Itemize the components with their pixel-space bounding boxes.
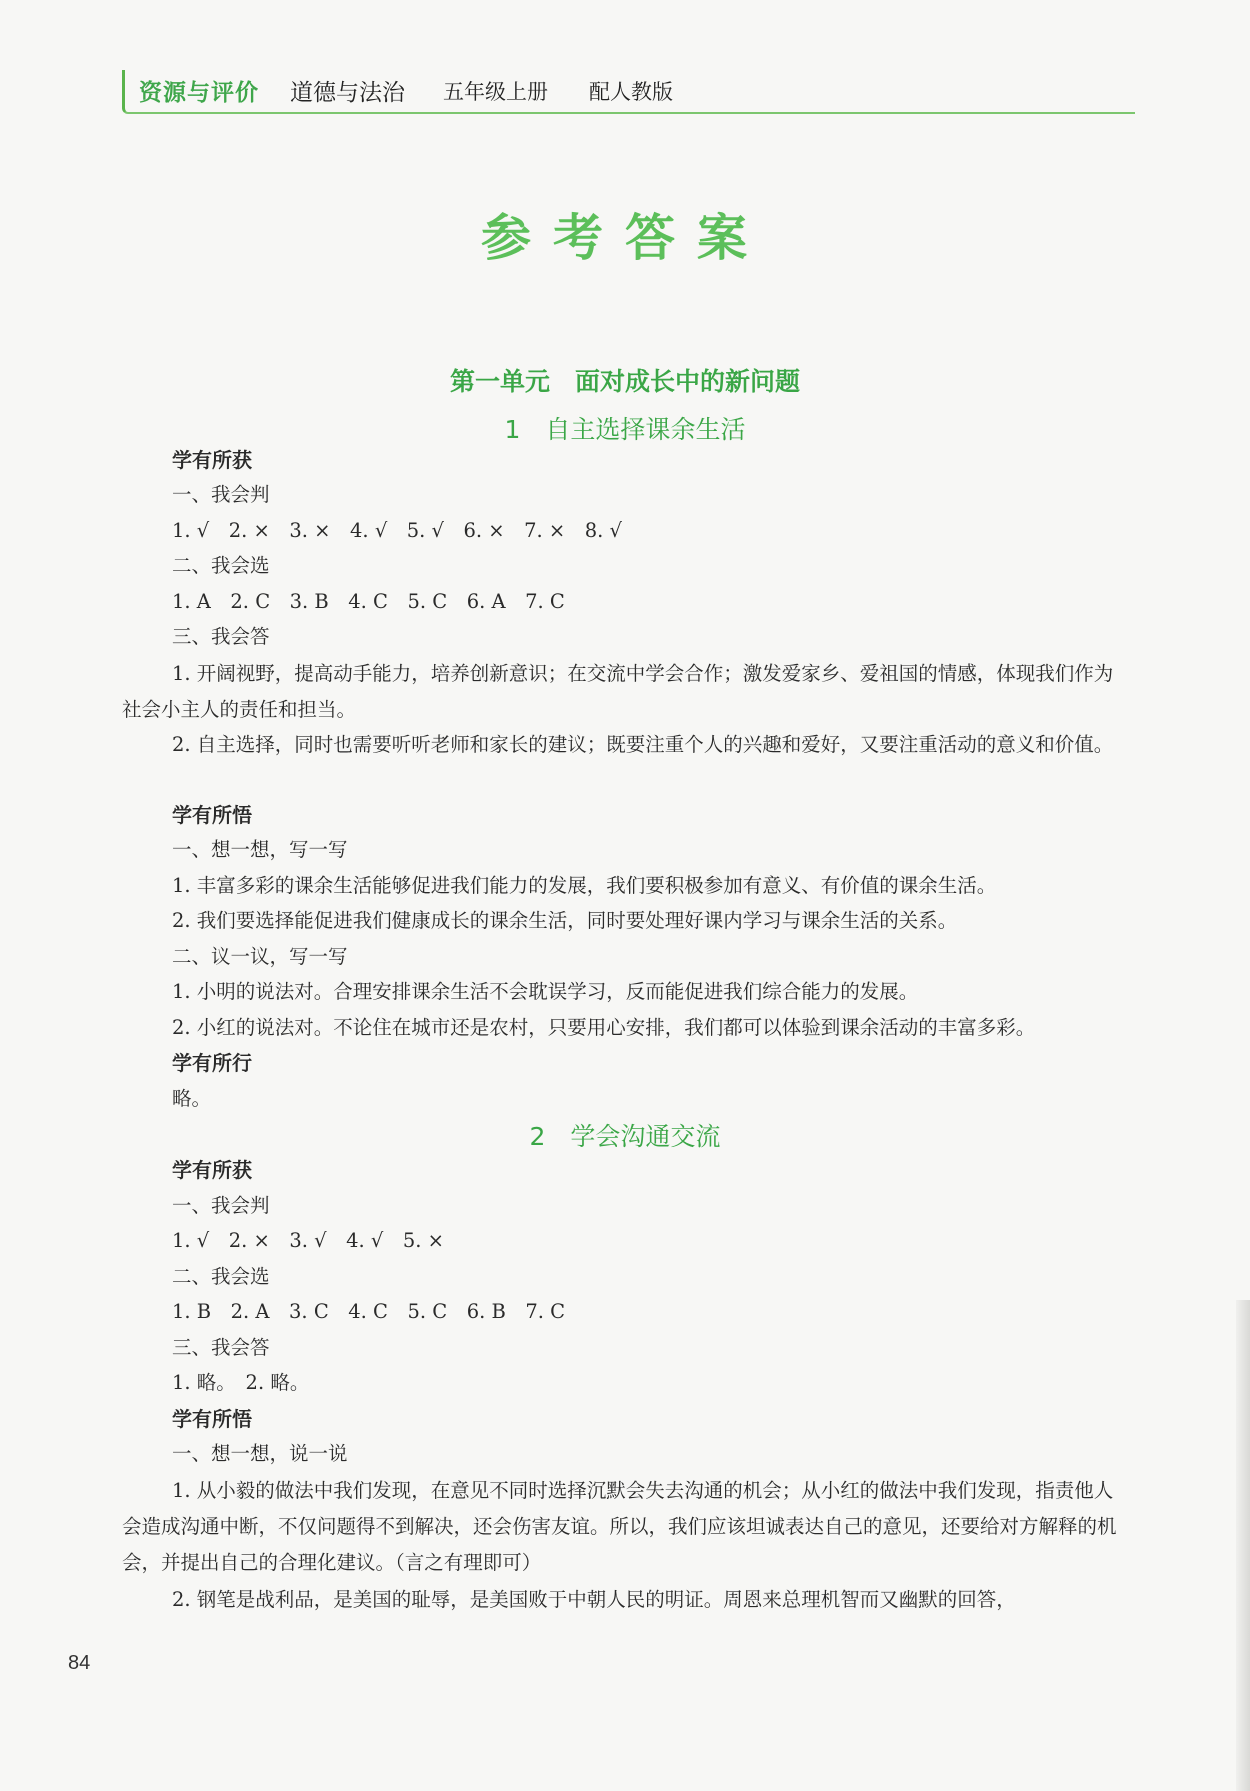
lesson-1-think-1: 1. 丰富多彩的课余生活能够促进我们能力的发展，我们要积极参加有意义、有价值的课余生活。 <box>172 874 997 897</box>
lesson-2-think-1: 1. 从小毅的做法中我们发现，在意见不同时选择沉默会失去沟通的机会；从小红的做法中我们发现，指责他人会造成沟通中断，不仅问题得不到解决，还会伤害友谊。所以，我们应该坦诚表达自己的意见，还要给对方解释的机会，并提出自己的合理化建议。（言之有理即可） <box>122 1479 1117 1574</box>
lesson-1-answer-heading: 三、我会答 <box>172 625 270 648</box>
lesson-1-choose-answers: 1. A 2. C 3. B 4. C 5. C 6. A 7. C <box>172 590 565 613</box>
lesson-1-choose-heading: 二、我会选 <box>172 554 270 577</box>
lesson-2-think-2: 2. 钢笔是战利品，是美国的耻辱，是美国败于中朝人民的明证。周恩来总理机智而又幽默的回答， <box>172 1588 1016 1611</box>
lesson-1-answer-1: 1. 开阔视野，提高动手能力，培养创新意识；在交流中学会合作；激发爱家乡、爱祖国的情感，体现我们作为社会小主人的责任和担当。 <box>122 662 1114 721</box>
brand-label: 资源与评价 <box>139 80 259 106</box>
lesson-2-choose-heading: 二、我会选 <box>172 1265 270 1288</box>
page-edge-shadow <box>1236 1300 1250 1791</box>
lesson-1-discuss-heading: 二、议一议，写一写 <box>172 945 348 968</box>
lesson-2-answer-heading: 三、我会答 <box>172 1336 270 1359</box>
lesson-1-action-text: 略。 <box>172 1087 212 1110</box>
lesson-1-action-heading: 学有所行 <box>172 1051 252 1075</box>
lesson-2-judge-answers: 1. √ 2. × 3. √ 4. √ 5. × <box>172 1229 444 1252</box>
lesson-1-gain-heading: 学有所获 <box>172 448 252 472</box>
lesson-1-judge-answers: 1. √ 2. × 3. × 4. √ 5. √ 6. × 7. × 8. √ <box>172 519 622 542</box>
lesson-2-think-heading: 一、想一想，说一说 <box>172 1442 348 1465</box>
lesson-1-discuss-2: 2. 小红的说法对。不论住在城市还是农村，只要用心安排，我们都可以体验到课余活动的丰富多彩。 <box>172 1016 1036 1039</box>
lesson-1-answer-2: 2. 自主选择，同时也需要听听老师和家长的建议；既要注重个人的兴趣和爱好，又要注重活动的意义和价值。 <box>172 733 1114 756</box>
page-title: 参考答案 <box>481 209 769 267</box>
lesson-1-think-2: 2. 我们要选择能促进我们健康成长的课余生活，同时要处理好课内学习与课余生活的关系。 <box>172 909 958 932</box>
lesson-1-think-heading: 一、想一想，写一写 <box>172 838 348 861</box>
subject-label: 道德与法治 <box>290 80 405 106</box>
lesson-2-insight-heading: 学有所悟 <box>172 1407 252 1431</box>
lesson-1-judge-heading: 一、我会判 <box>172 483 270 506</box>
lesson-2-title: 2 学会沟通交流 <box>529 1122 721 1151</box>
lesson-2-gain-heading: 学有所获 <box>172 1158 252 1182</box>
lesson-2-answer-text: 1. 略。 2. 略。 <box>172 1371 310 1394</box>
grade-label: 五年级上册 <box>443 80 548 104</box>
page-header <box>122 70 1135 114</box>
lesson-1-title: 1 自主选择课余生活 <box>504 415 746 444</box>
lesson-2-judge-heading: 一、我会判 <box>172 1194 270 1217</box>
unit-title: 第一单元 面对成长中的新问题 <box>449 367 800 396</box>
lesson-1-insight-heading: 学有所悟 <box>172 803 252 827</box>
page-number: 84 <box>68 1652 91 1674</box>
lesson-1-discuss-1: 1. 小明的说法对。合理安排课余生活不会耽误学习，反而能促进我们综合能力的发展。 <box>172 980 919 1003</box>
lesson-2-choose-answers: 1. B 2. A 3. C 4. C 5. C 6. B 7. C <box>172 1300 566 1323</box>
edition-label: 配人教版 <box>589 80 673 104</box>
